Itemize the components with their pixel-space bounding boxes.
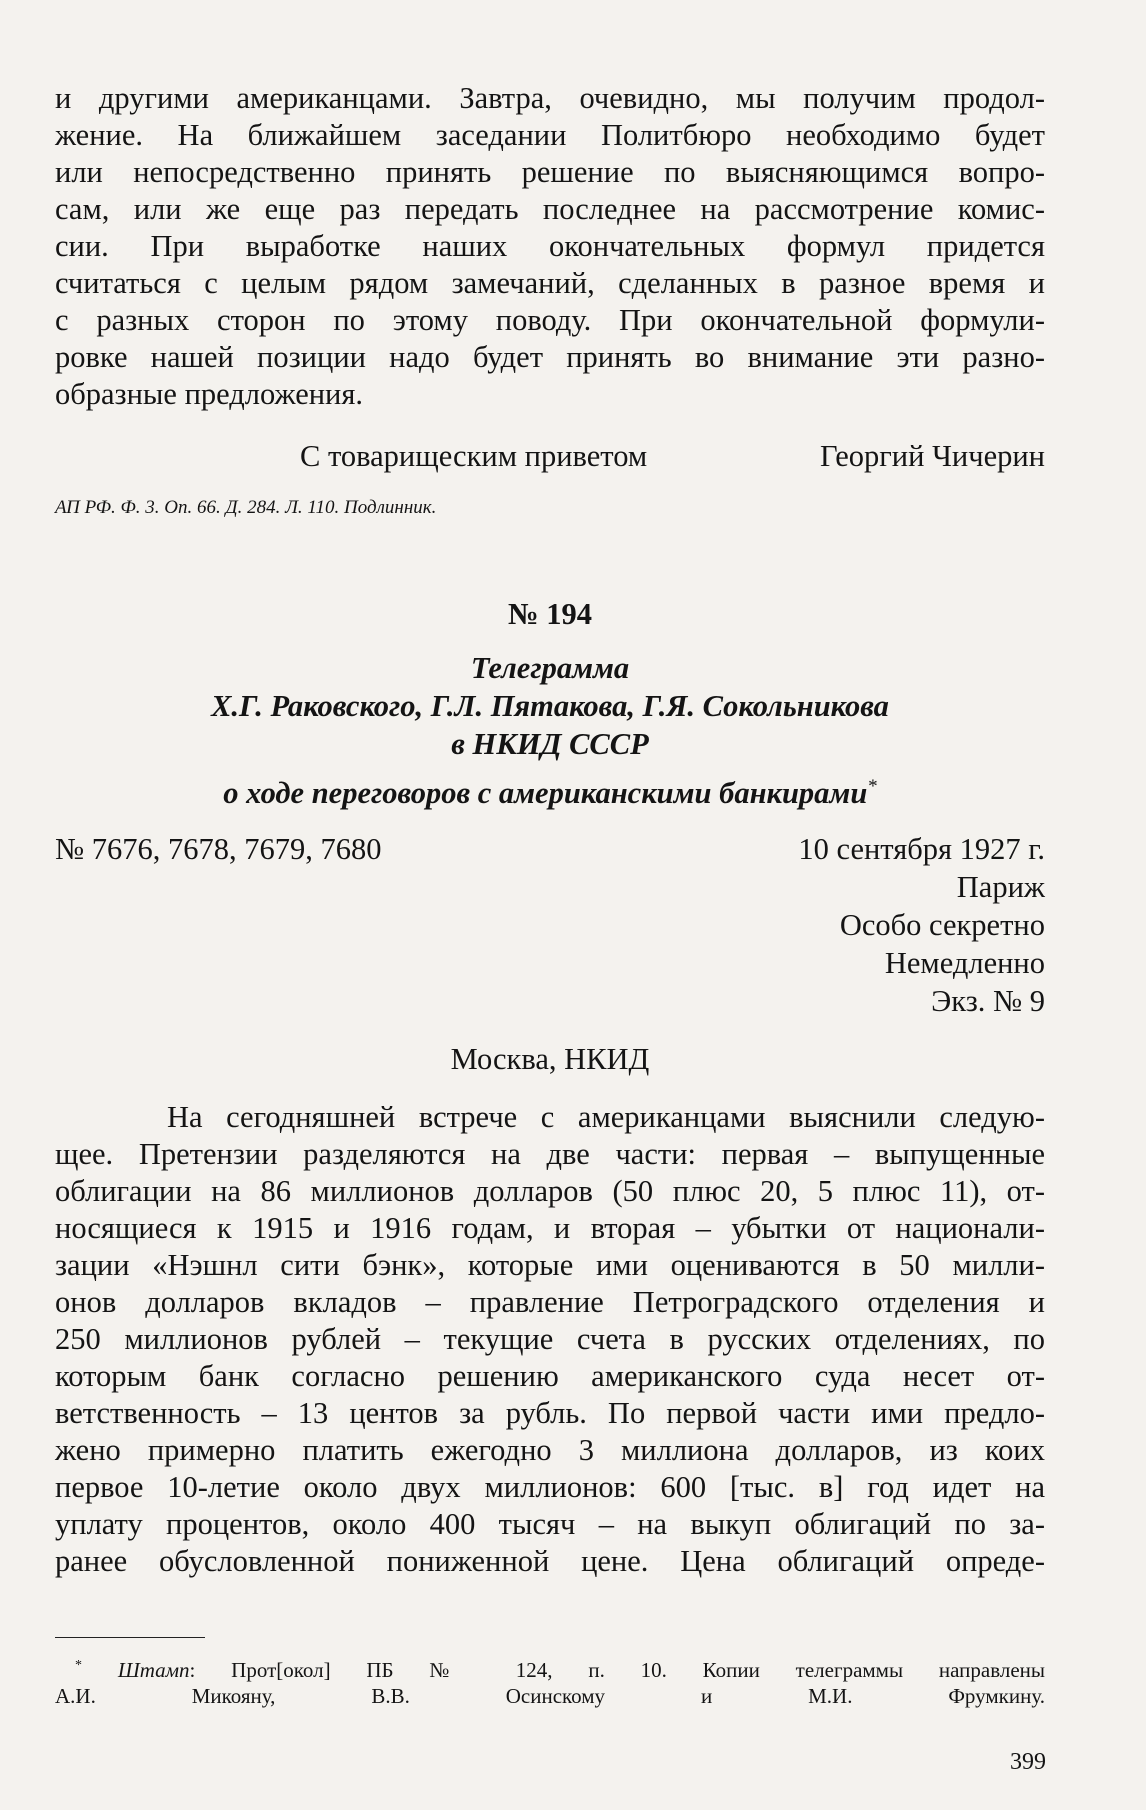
text-line: сам, или же еще раз передать последнее на рассмотрение комис- (55, 192, 1045, 226)
text-line: На сегодняшней встрече с американцами выяснили следую- (167, 1100, 1045, 1134)
footnote-line: А.И. Микояну, В.В. Осинскому и М.И. Фрумкину. (55, 1684, 1045, 1708)
text-line: облигации на 86 миллионов долларов (50 плюс 20, 5 плюс 11), от- (55, 1174, 1045, 1208)
text-line: которым банк согласно решению американского суда несет от- (55, 1359, 1045, 1393)
text-line: считаться с целым рядом замечаний, сделанных в разное время и (55, 266, 1045, 300)
addressee: Москва, НКИД (450, 1042, 650, 1076)
text-line: уплату процентов, около 400 тысяч – на выкуп облигаций по за- (55, 1507, 1045, 1541)
text-line: ранее обусловленной пониженной цене. Цена облигаций опреде- (55, 1544, 1045, 1578)
document-authors: Х.Г. Раковского, Г.Л. Пятакова, Г.Я. Сокольникова (211, 689, 889, 723)
document-number: № 194 (507, 597, 593, 631)
document-type: Телеграмма (470, 651, 630, 685)
text-line: носящиеся к 1915 и 1916 годам, и вторая – убытки от национали- (55, 1211, 1045, 1245)
footnote-separator (55, 1637, 205, 1638)
text-line: жено примерно платить ежегодно 3 миллиона долларов, из коих (55, 1433, 1045, 1467)
text-line: онов долларов вкладов – правление Петроградского отделения и (55, 1285, 1045, 1319)
text-line: ровке нашей позиции надо будет принять во внимание эти разно- (55, 340, 1045, 374)
text-line: или непосредственно принять решение по выясняющимся вопро- (55, 155, 1045, 189)
registration-numbers: № 7676, 7678, 7679, 7680 (55, 832, 382, 866)
archive-source-note: АП РФ. Ф. 3. Оп. 66. Д. 284. Л. 110. Подлинник. (55, 497, 437, 518)
document-date: 10 сентября 1927 г. (798, 832, 1045, 866)
text-line: образные предложения. (55, 377, 364, 411)
urgency-stamp: Немедленно (884, 946, 1045, 980)
document-place: Париж (956, 870, 1045, 904)
signature-greeting: С товарищеским приветом (300, 439, 648, 473)
text-line: ветственность – 13 центов за рубль. По первой части ими предло- (55, 1396, 1045, 1430)
text-line: щее. Претензии разделяются на две части: первая – выпущенные (55, 1137, 1045, 1171)
text-line: сии. При выработке наших окончательных формул придется (55, 229, 1045, 263)
document-subject (55, 768, 1045, 811)
secrecy-stamp: Особо секретно (839, 908, 1045, 942)
footnote-label: Штамп (117, 1658, 190, 1682)
text-line: жение. На ближайшем заседании Политбюро необходимо будет (55, 118, 1045, 152)
document-recipient: в НКИД СССР (451, 727, 649, 761)
page-number: 399 (1010, 1749, 1046, 1775)
footnote-reference-mark: * (867, 776, 877, 797)
text-line: 250 миллионов рублей – текущие счета в русских отделениях, по (55, 1322, 1045, 1356)
subject-text: о ходе переговоров с американскими банкирами (223, 776, 868, 811)
signature-name: Георгий Чичерин (819, 439, 1045, 473)
signature (55, 438, 1045, 475)
registration-row (55, 831, 1045, 868)
footnote-text: : Прот[окол] ПБ № 124, п. 10. Копии телеграммы направлены (189, 1658, 1046, 1682)
text-line: зации «Нэшнл сити бэнк», которые ими оцениваются в 50 милли- (55, 1248, 1045, 1282)
text-line: первое 10-летие около двух миллионов: 600 [тыс. в] год идет на (55, 1470, 1045, 1504)
footnote-mark: * (75, 1658, 82, 1673)
text-line: и другими американцами. Завтра, очевидно, мы получим продол- (55, 81, 1045, 115)
text-line: с разных сторон по этому поводу. При окончательной формули- (55, 303, 1045, 337)
copy-number: Экз. № 9 (931, 984, 1045, 1018)
